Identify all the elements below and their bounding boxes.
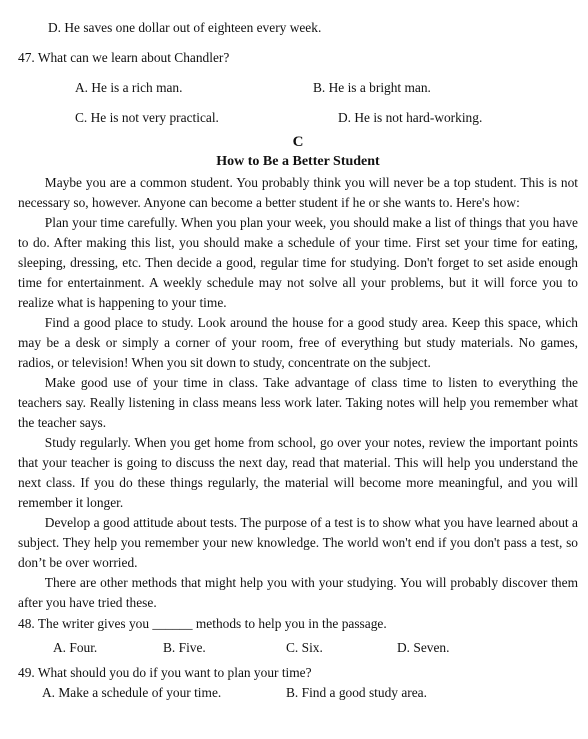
passage-paragraph-intro: Maybe you are a common student. You probably think you will never be a top student. This is not necessary so, however. Anyone can become a better student if he or she wants to. Here's how: (18, 175, 578, 210)
passage-paragraph-plan-time: Plan your time carefully. When you plan your week, you should make a list of things that you have to do. After making this list, you should make a schedule of your time. First set your time for eating, sleeping, dressing, etc. Then decide a good, regular time for studying. Don't forget to set aside enough time for entertainment. A weekly schedule may not solve all your problems, but it will force you to realize what is happening to your time. (18, 215, 578, 310)
q47-option-d: D. He is not hard-working. (338, 110, 483, 125)
q49-stem: 49. What should you do if you want to plan your time? (18, 665, 312, 680)
q47-option-b: B. He is a bright man. (313, 80, 431, 95)
passage-paragraph-study-place: Find a good place to study. Look around the house for a good study area. Keep this space, which may be a desk or simply a corner of your room, free of everything but study materials. No games, radios, or television! When you sit down to study, concentrate on the subject. (18, 315, 578, 370)
q46-option-d: D. He saves one dollar out of eighteen every week. (48, 20, 322, 35)
q48-option-d: D. Seven. (397, 640, 450, 655)
q48-option-b: B. Five. (163, 640, 206, 655)
passage-letter: C (292, 134, 304, 150)
q47-option-c: C. He is not very practical. (75, 110, 219, 125)
q48-option-c: C. Six. (286, 640, 323, 655)
passage-paragraph-tests: Develop a good attitude about tests. The purpose of a test is to show what you have learned about a subject. They help you remember your new knowledge. The world won't end if you don't pass a test, so don’t be over worried. (18, 515, 578, 570)
passage-paragraph-class-time: Make good use of your time in class. Take advantage of class time to listen to everything the teachers say. Really listening in class means less work later. Taking notes will help you remember what the teacher says. (18, 375, 578, 430)
passage-paragraph-study-regularly: Study regularly. When you get home from school, go over your notes, review the important points that your teacher is going to discuss the next day, read that material. This will help you understand the next class. If you do these things regularly, the material will become more meaningful, and you will remember it longer. (18, 435, 578, 510)
passage-title: How to Be a Better Student (216, 154, 380, 169)
q49-option-a: A. Make a schedule of your time. (42, 685, 222, 700)
passage-paragraph-other-methods: There are other methods that might help you with your studying. You will probably discover them after you have tried these. (18, 575, 578, 610)
q48-stem: 48. The writer gives you ______ methods to help you in the passage. (18, 616, 387, 631)
q47-stem: 47. What can we learn about Chandler? (18, 50, 230, 65)
q47-option-a: A. He is a rich man. (75, 80, 183, 95)
q49-option-b: B. Find a good study area. (286, 685, 427, 700)
q48-option-a: A. Four. (53, 640, 98, 655)
